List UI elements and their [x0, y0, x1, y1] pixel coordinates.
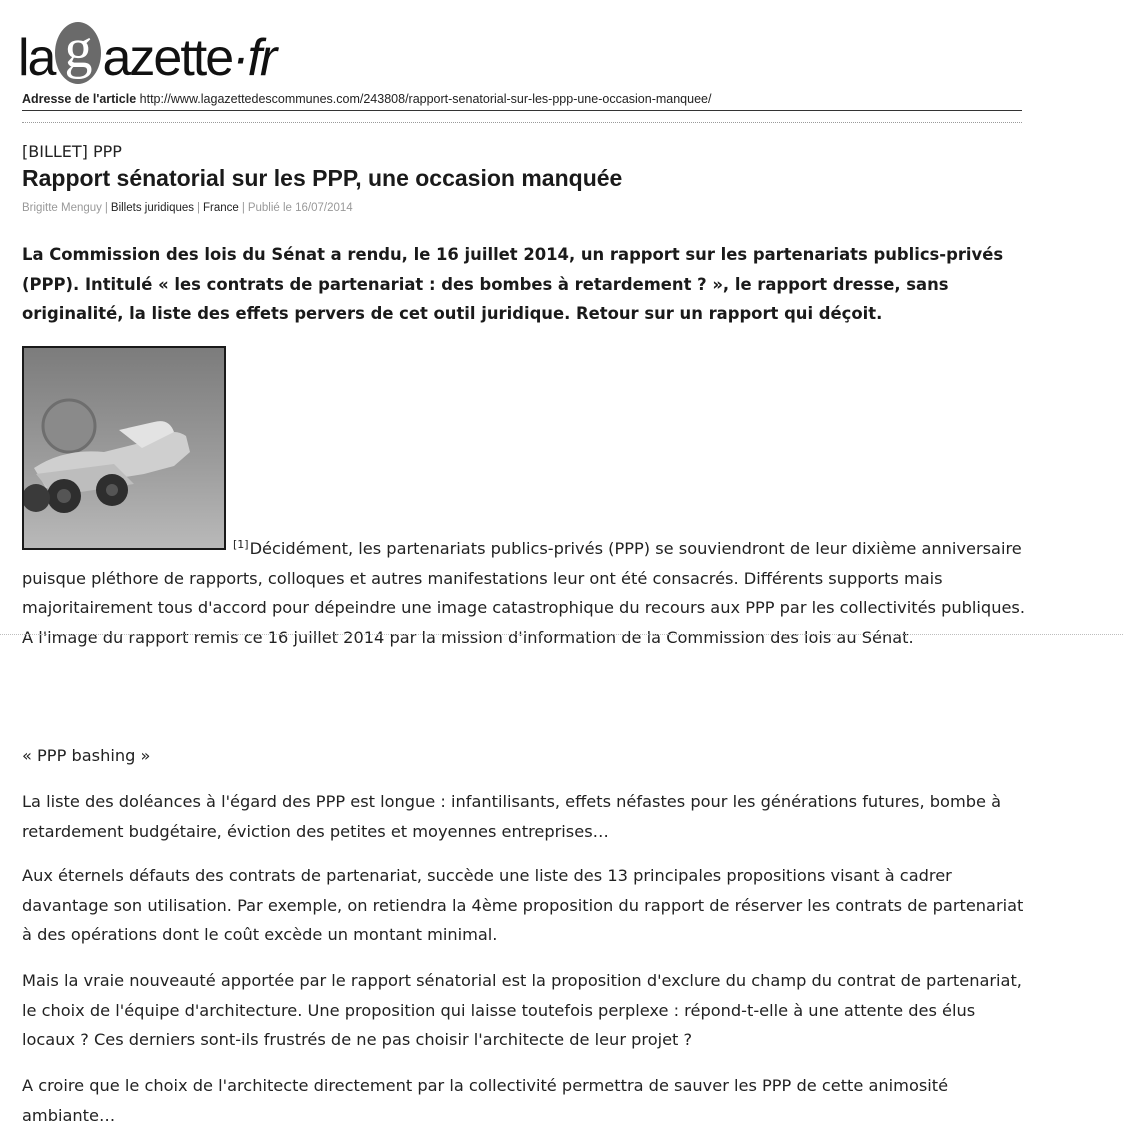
footnote-ref[interactable]: [1] [233, 538, 249, 551]
article-paragraph-5: A croire que le choix de l'architecte directement par la collectivité permettra de sauver les PPP de cette animosité ambiante… [22, 1076, 949, 1125]
article-category-link[interactable]: Billets juridiques [110, 202, 195, 214]
article-publish-date: Publié le 16/07/2014 [247, 202, 353, 214]
article-region-link[interactable]: France [203, 202, 239, 214]
site-logo[interactable] [18, 14, 276, 87]
article-photo-toy-truck [22, 346, 226, 550]
logo-text-la: la [18, 29, 55, 87]
meta-separator: | [197, 202, 201, 214]
article-paragraph-3: Aux éternels défauts des contrats de partenariat, succède une liste des 13 principales propositions visant à cadrer davantage son utilisation. Par exemple, on retiendra la 4ème proposition du rapport de réserver les contrats de partenariat à des opérations dont le coût excède un montant minimal. [22, 866, 1024, 944]
article-lead: La Commission des lois du Sénat a rendu, le 16 juillet 2014, un rapport sur les partenariats publics-privés (PPP). Intitulé « les contrats de partenariat : des bombes à retardement ? », le rapport dresse, sans originalité, la liste des effets pervers de cet outil juridique. Retour sur un rapport qui déçoit. [22, 245, 1004, 323]
logo-g-mark: g [55, 22, 101, 84]
article-address-label: Adresse de l'article [22, 92, 137, 106]
header-dotted-divider [22, 122, 1022, 123]
scan-artifact-line [0, 634, 1123, 635]
header-divider [22, 110, 1022, 111]
logo-text-azette: azette [102, 29, 233, 87]
photo-illustration [24, 348, 224, 548]
article-author[interactable]: Brigitte Menguy [22, 202, 102, 214]
paragraph-text: Décidément, les partenariats publics-privés (PPP) se souviendront de leur dixième anniversaire puisque pléthore de rapports, colloques et autres manifestations leur ont été consacrés. Différents supports mais majoritairement tous d'accord pour dépeindre une image catastrophique du recours aux PPP par les collectivités publiques. A l'image du rapport remis ce 16 juillet 2014 par la mission d'information de la Commission des lois au Sénat. [22, 539, 1025, 647]
article-paragraph-4: Mais la vraie nouveauté apportée par le rapport sénatorial est la proposition d'exclure du champ du contrat de partenariat, le choix de l'équipe d'architecture. Une proposition qui laisse toutefois perplexe : répond-t-elle à une attente des élus locaux ? Ces derniers sont-ils frustrés de ne pas choisir l'architecte de leur projet ? [22, 971, 1022, 1049]
logo-text-fr: ·fr [232, 29, 276, 87]
meta-separator: | [241, 202, 245, 214]
section-heading-ppp-bashing: « PPP bashing » [22, 746, 151, 765]
article-title: Rapport sénatorial sur les PPP, une occasion manquée [22, 165, 623, 191]
article-kicker: [BILLET] PPP [22, 142, 122, 161]
meta-separator: | [104, 202, 108, 214]
article-paragraph-2: La liste des doléances à l'égard des PPP est longue : infantilisants, effets néfastes pour les générations futures, bombe à retardement budgétaire, éviction des petites et moyennes entreprises… [22, 792, 1002, 841]
article-address [22, 92, 711, 106]
article-meta [22, 202, 353, 214]
article-address-url[interactable]: http://www.lagazettedescommunes.com/243808/rapport-senatorial-sur-les-ppp-une-occasion-manquee/ [139, 92, 712, 106]
